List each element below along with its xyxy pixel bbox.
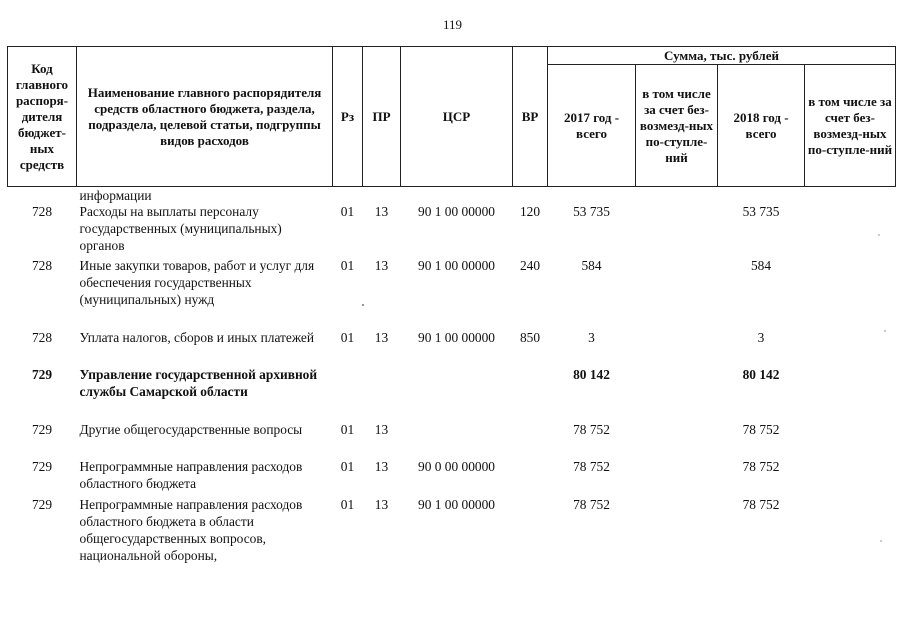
row-pr xyxy=(363,366,401,421)
row-code: 729 xyxy=(31,459,53,474)
row-csr: 90 0 00 00000 xyxy=(418,459,495,474)
row-2018-total: 3 xyxy=(757,330,765,345)
row-2018-gratuitous xyxy=(805,496,896,568)
row-2017-gratuitous xyxy=(636,458,718,496)
row-vr: 850 xyxy=(519,330,541,345)
header-2018-total: 2018 год - всего xyxy=(718,65,805,187)
row-name: Управление государственной архивной службы Самарской области xyxy=(79,367,318,399)
scan-speck xyxy=(880,540,882,542)
table-row xyxy=(8,366,896,421)
row-2018-gratuitous xyxy=(805,366,896,421)
row-rz xyxy=(333,366,363,421)
row-name: Непрограммные направления расходов областного бюджета в области общегосударственных вопросов, национальной обороны, xyxy=(79,497,303,563)
row-2017-total: 53 735 xyxy=(573,204,610,219)
row-2017-total: 80 142 xyxy=(573,367,610,382)
row-2018-gratuitous xyxy=(805,421,896,458)
row-2018-total: 78 752 xyxy=(742,459,780,474)
table-row xyxy=(8,496,896,568)
row-code: 728 xyxy=(31,330,53,345)
row-csr: 90 1 00 00000 xyxy=(418,204,495,219)
row-pr: 13 xyxy=(374,258,389,273)
scan-speck xyxy=(878,234,880,236)
row-code: 729 xyxy=(31,497,53,512)
row-rz: 01 xyxy=(340,204,355,219)
row-csr: 90 1 00 00000 xyxy=(418,497,495,512)
row-pr: 13 xyxy=(374,497,389,512)
row-csr xyxy=(401,366,513,421)
row-2018-total: 78 752 xyxy=(742,422,780,437)
row-name: Расходы на выплаты персоналу государственных (муниципальных) органов xyxy=(79,204,282,253)
row-rz: 01 xyxy=(340,459,355,474)
row-2017-total: 78 752 xyxy=(573,497,610,512)
row-2018-total: 53 735 xyxy=(742,204,780,219)
table-body xyxy=(8,187,896,569)
header-name: Наименование главного распорядителя средств областного бюджета, раздела, подраздела, целевой статьи, подгруппы видов расходов xyxy=(77,47,333,187)
row-2017-total: 78 752 xyxy=(573,422,610,437)
row-2017-total: 584 xyxy=(581,258,602,273)
row-rz: 01 xyxy=(340,258,355,273)
continuation-row xyxy=(8,187,896,204)
row-csr: 90 1 00 00000 xyxy=(418,330,495,345)
scan-speck xyxy=(884,330,886,332)
row-2017-total: 78 752 xyxy=(573,459,610,474)
row-name: Иные закупки товаров, работ и услуг для обеспечения государственных (муниципальных) нужд xyxy=(79,258,315,307)
row-vr xyxy=(513,458,548,496)
header-rz: Рз xyxy=(333,47,363,187)
row-csr: 90 1 00 00000 xyxy=(418,258,495,273)
row-2017-gratuitous xyxy=(636,329,718,366)
row-pr: 13 xyxy=(374,330,389,345)
budget-table xyxy=(7,46,896,568)
row-2018-gratuitous xyxy=(805,203,896,257)
header-pr: ПР xyxy=(363,47,401,187)
row-vr xyxy=(513,421,548,458)
row-2018-total: 80 142 xyxy=(742,367,780,382)
row-2017-total: 3 xyxy=(588,330,595,345)
row-pr: 13 xyxy=(374,459,389,474)
row-2018-gratuitous xyxy=(805,458,896,496)
table-header xyxy=(8,47,896,187)
row-code: 728 xyxy=(31,258,53,273)
row-2018-gratuitous xyxy=(805,257,896,329)
row-pr: 13 xyxy=(374,422,389,437)
row-csr xyxy=(401,421,513,458)
row-vr xyxy=(513,496,548,568)
row-vr: 240 xyxy=(519,258,541,273)
header-2017-total: 2017 год - всего xyxy=(548,65,636,187)
table-row xyxy=(8,257,896,329)
header-sum-group: Сумма, тыс. рублей xyxy=(548,47,896,65)
table-row xyxy=(8,421,896,458)
row-2018-total: 584 xyxy=(750,258,772,273)
row-code: 729 xyxy=(31,367,53,382)
continuation-text: информации xyxy=(79,188,152,203)
row-2018-total: 78 752 xyxy=(742,497,780,512)
row-name: Уплата налогов, сборов и иных платежей xyxy=(79,330,315,345)
row-rz: 01 xyxy=(340,330,355,345)
header-csr: ЦСР xyxy=(401,47,513,187)
table-row xyxy=(8,203,896,257)
table-row xyxy=(8,458,896,496)
scan-speck xyxy=(362,304,364,306)
row-rz: 01 xyxy=(340,422,355,437)
header-code: Код главного распоря-дителя бюджет-ных средств xyxy=(8,47,77,187)
header-vr: ВР xyxy=(513,47,548,187)
row-2017-gratuitous xyxy=(636,496,718,568)
row-2017-gratuitous xyxy=(636,203,718,257)
row-name: Непрограммные направления расходов областного бюджета xyxy=(79,459,303,491)
row-code: 729 xyxy=(31,422,53,437)
table-row xyxy=(8,329,896,366)
row-rz: 01 xyxy=(340,497,355,512)
row-name: Другие общегосударственные вопросы xyxy=(79,422,303,437)
row-2018-gratuitous xyxy=(805,329,896,366)
header-2017-gratuitous: в том числе за счет без-возмезд-ных по-ступле-ний xyxy=(636,65,718,187)
row-2017-gratuitous xyxy=(636,257,718,329)
row-2017-gratuitous xyxy=(636,421,718,458)
row-vr xyxy=(513,366,548,421)
page-number: 119 xyxy=(442,17,463,32)
row-pr: 13 xyxy=(374,204,389,219)
row-code: 728 xyxy=(31,204,53,219)
header-2018-gratuitous: в том числе за счет без-возмезд-ных по-ступле-ний xyxy=(805,65,896,187)
row-vr: 120 xyxy=(519,204,541,219)
row-2017-gratuitous xyxy=(636,366,718,421)
